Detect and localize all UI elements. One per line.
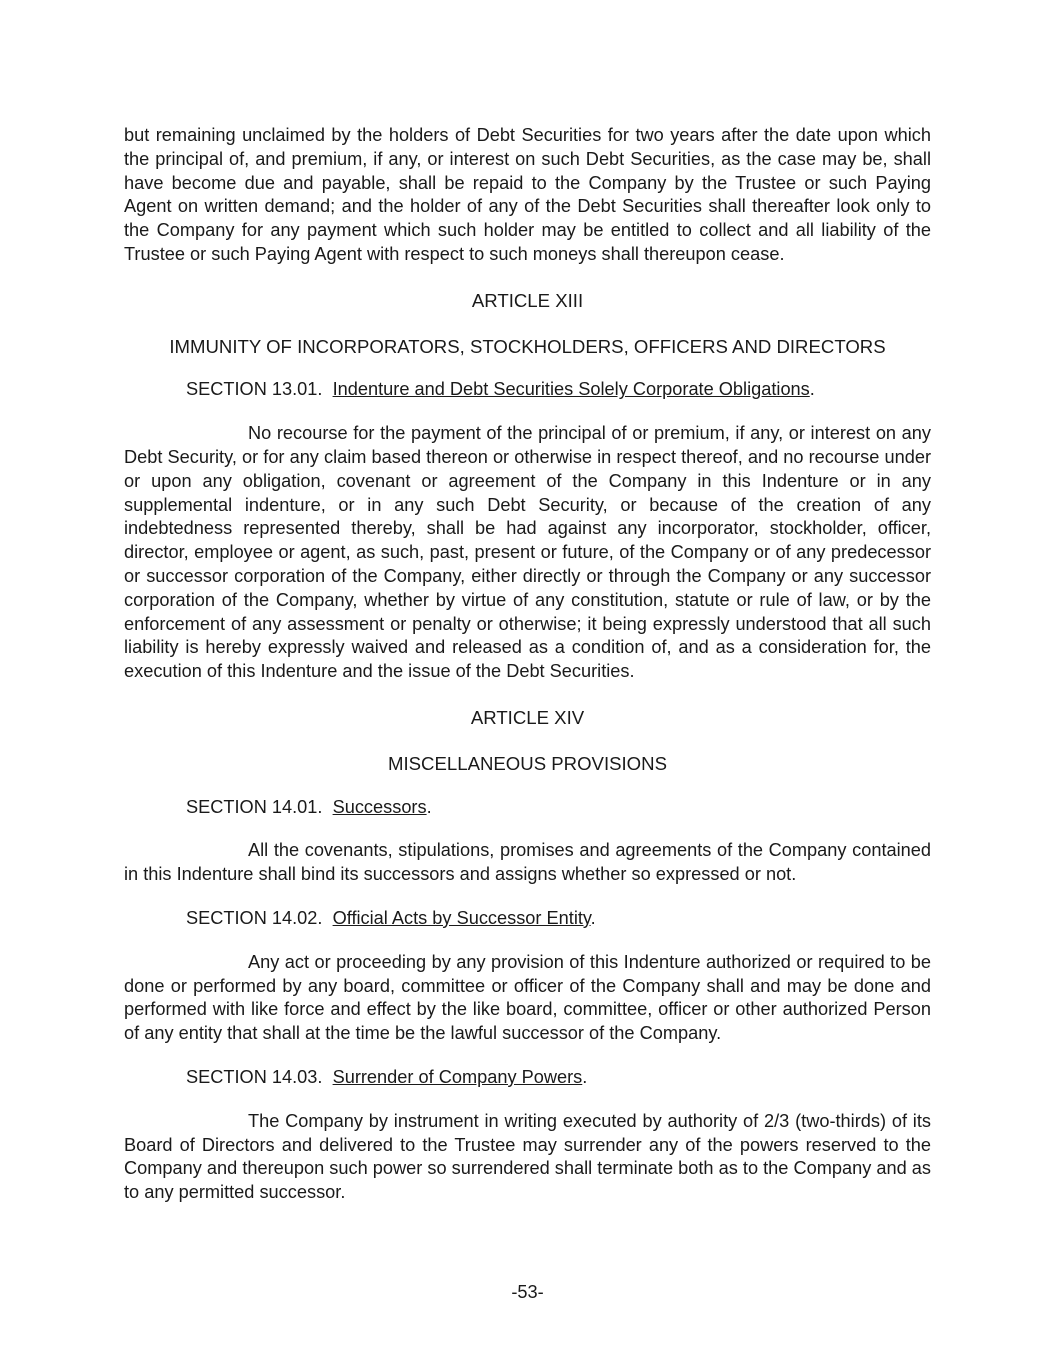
section-14-01-heading	[124, 796, 931, 820]
section-14-01-title: Successors	[332, 796, 427, 817]
section-14-03-number: SECTION 14.03.	[186, 1066, 323, 1087]
document-page	[124, 124, 931, 1205]
article-xiv-title: MISCELLANEOUS PROVISIONS	[388, 752, 667, 774]
section-14-02-period: .	[590, 907, 596, 928]
section-13-01-period: .	[809, 379, 815, 400]
section-14-03-paragraph: The Company by instrument in writing executed by authority of 2/3 (two-thirds) of its Board of Directors and delivered to the Trustee may surrender any of the powers reserved to the Company and thereupon such power so surrendered shall terminate both as to the Company and as to any permitted successor.	[124, 1110, 931, 1203]
section-14-02-title: Official Acts by Successor Entity	[332, 907, 591, 928]
section-14-02-heading	[124, 907, 931, 931]
section-14-01-number: SECTION 14.01.	[186, 796, 323, 817]
section-13-01-number: SECTION 13.01.	[186, 379, 323, 400]
article-xiv-label: ARTICLE XIV	[470, 706, 585, 728]
section-14-02-paragraph: Any act or proceeding by any provision of this Indenture authorized or required to be done or performed by any board, committee or officer of the Company shall and may be done and performed with like force and effect by the like board, committee, officer or other authorized Person of any entity that shall at the time be the lawful successor of the Company.	[124, 951, 931, 1044]
article-xiii-label: ARTICLE XIII	[471, 289, 584, 311]
section-14-03-heading	[124, 1066, 931, 1090]
section-13-01-paragraph: No recourse for the payment of the principal of or premium, if any, or interest on any Debt Security, or for any claim based thereon or otherwise in respect thereof, and no recourse under or upon any obligation, covenant or agreement of the Company in this Indenture or in any supplemental indenture, or in any such Debt Security, or because of the creation of any indebtedness represented thereby, shall be had against any incorporator, stockholder, officer, director, employee or agent, as such, past, present or future, of the Company or of any predecessor or successor corporation of the Company, either directly or through the Company or any successor corporation of the Company, whether by virtue of any constitution, statute or rule of law, or by the enforcement of any assessment or penalty or otherwise; it being expressly understood that all such liability is hereby expressly waived and released as a condition of, and as a consideration for, the execution of this Indenture and the issue of the Debt Securities.	[124, 423, 931, 682]
section-14-03-period: .	[582, 1066, 588, 1087]
section-13-01-title: Indenture and Debt Securities Solely Corporate Obligations	[332, 379, 810, 400]
page-number: -53-	[511, 1282, 544, 1302]
section-14-02-number: SECTION 14.02.	[186, 907, 323, 928]
body-paragraph-continued: but remaining unclaimed by the holders of Debt Securities for two years after the date upon which the principal of, and premium, if any, or interest on such Debt Securities, as the case may be, shall have become due and payable, shall be repaid to the Company by the Trustee or such Paying Agent on written demand; and the holder of any of the Debt Securities shall thereafter look only to the Company for any payment which such holder may be entitled to collect and all liability of the Trustee or such Paying Agent with respect to such moneys shall thereupon cease.	[124, 125, 931, 264]
article-xiii-title: IMMUNITY OF INCORPORATORS, STOCKHOLDERS, OFFICERS AND DIRECTORS	[169, 335, 886, 357]
section-14-03-title: Surrender of Company Powers	[332, 1066, 583, 1087]
section-13-01-heading	[124, 378, 931, 402]
section-14-01-paragraph: All the covenants, stipulations, promises and agreements of the Company contained in this Indenture shall bind its successors and assigns whether so expressed or not.	[124, 840, 931, 885]
section-14-01-period: .	[426, 796, 432, 817]
